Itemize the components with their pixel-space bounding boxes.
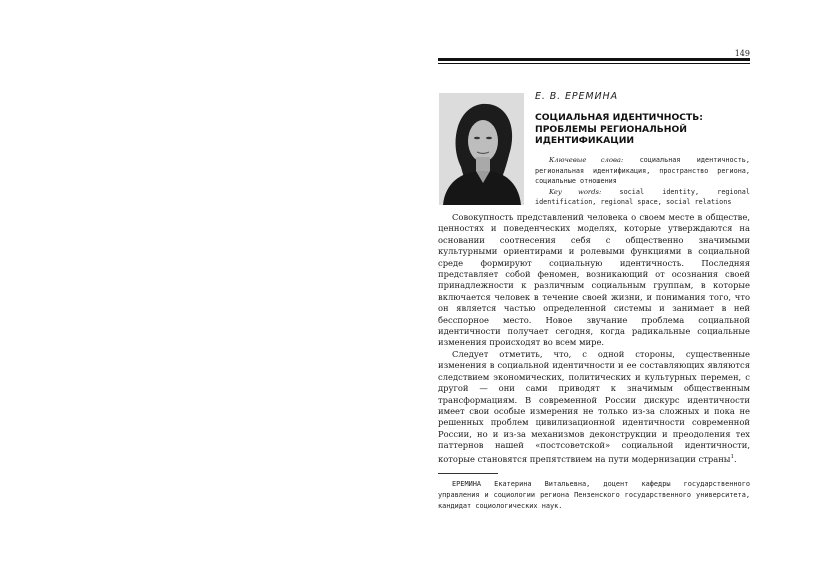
header-rule-thin bbox=[438, 63, 750, 64]
footnote-separator bbox=[438, 473, 498, 474]
footnote-marker: 1 bbox=[730, 453, 734, 460]
keywords-block bbox=[535, 155, 750, 208]
paragraph-end-period: . bbox=[733, 453, 737, 464]
keywords-en bbox=[535, 187, 750, 208]
header-rule-thick bbox=[438, 58, 750, 61]
page-number: 149 bbox=[734, 49, 750, 58]
keywords-en-text: social identity, regional identification, regional space, social relations bbox=[535, 187, 750, 206]
body-paragraph-2 bbox=[438, 349, 750, 465]
keywords-en-label: Key words: bbox=[549, 187, 602, 196]
article-body bbox=[438, 212, 750, 465]
article-author: Е. В. ЕРЕМИНА bbox=[535, 91, 618, 102]
author-photo bbox=[439, 93, 524, 205]
author-footnote: ЕРЕМИНА Екатерина Витальевна, доцент кафедры государственного управления и социологии региона Пензенского государственного университета, кандидат социологических наук. bbox=[438, 480, 750, 511]
body-paragraph-2-text: Следует отметить, что, с одной стороны, существенные изменения в социальной идентичности и ее составляющих являются следствием экономических, политических и культурных перемен, с другой — они сами приводят к значимым общественным трансформациям. В современной России дискурс идентичности имеет свои особые измерения не только из-за сложных и пока не решенных проблем цивилизационной идентичности современной России, но и из-за механизмов деконструкции и преодоления тех паттернов нашей «постсоветской» социальной идентичности, которые становятся препятствием на пути модернизации страны bbox=[438, 348, 750, 464]
article-title: СОЦИАЛЬНАЯ ИДЕНТИЧНОСТЬ: ПРОБЛЕМЫ РЕГИОНАЛЬНОЙ ИДЕНТИФИКАЦИИ bbox=[535, 112, 703, 146]
keywords-ru-text: социальная идентичность, региональная идентификация, пространство региона, социальные отношения bbox=[535, 156, 750, 185]
keywords-ru-label: Ключевые слова: bbox=[549, 156, 624, 164]
body-paragraph-1: Совокупность представлений человека о своем месте в обществе, ценностях и поведенческих моделях, которые утверждаются на основании соотнесения себя с общественно значимыми культурными ориентирами и ролевыми функциями в социальной среде формируют социальную идентичность. Последняя представляет собой феномен, возникающий от осознания своей принадлежности к различным социальным группам, в которые включается человек в течение своей жизни, и понимания того, что он является частью определенной системы и занимает в ней бесспорное место. Новое звучание проблема социальной идентичности получает сегодня, когда радикальные социальные изменения происходят во всем мире. bbox=[438, 212, 750, 348]
keywords-ru bbox=[535, 155, 750, 187]
